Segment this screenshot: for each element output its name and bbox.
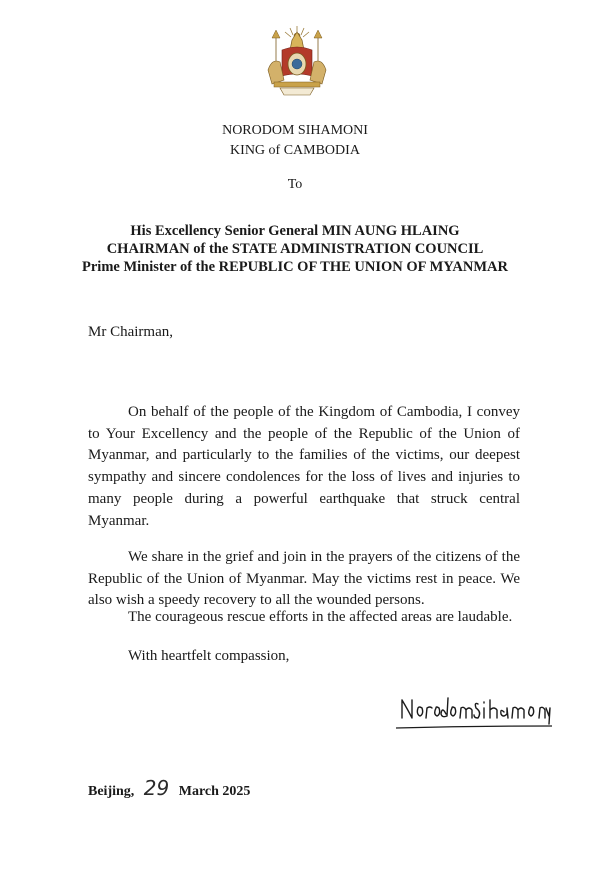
salutation: Mr Chairman, (88, 324, 173, 340)
body-paragraph-3: The courageous rescue efforts in the affected areas are laudable. (128, 609, 513, 625)
paragraph-2-text: We share in the grief and join in the prayers of the citizens of the Republic of the Union of Myanmar. May the victims rest in peace. We also wish a speedy recovery to all the wounded persons. (88, 549, 520, 609)
date-day-handwritten: 29 (143, 776, 170, 800)
body-paragraph-1 (88, 402, 520, 532)
recipient-line-1: His Excellency Senior General MIN AUNG HLAING (130, 223, 460, 239)
sender-title: KING of CAMBODIA (230, 143, 360, 158)
date-line (88, 776, 250, 800)
recipient-line-3: Prime Minister of the REPUBLIC OF THE UNION OF MYANMAR (82, 259, 508, 275)
signature-icon (394, 688, 554, 734)
recipient-line-2: CHAIRMAN of the STATE ADMINISTRATION COUNCIL (106, 241, 484, 257)
body-paragraph-2 (88, 547, 520, 612)
date-month-year: March 2025 (178, 784, 251, 799)
closing-line: With heartfelt compassion, (128, 648, 290, 664)
date-place: Beijing, (88, 784, 135, 799)
sender-name: NORODOM SIHAMONI (222, 123, 368, 138)
royal-crest-icon (262, 24, 332, 98)
addressee-to: To (287, 177, 303, 192)
paragraph-1-text: On behalf of the people of the Kingdom of Cambodia, I convey to Your Excellency and the people of the Republic of the Union of Myanmar, and particularly to the families of the victims, our deepest sympathy and sincere condolences for the loss of lives and injuries to many people during a powerful earthquake that struck central Myanmar. (88, 404, 520, 529)
